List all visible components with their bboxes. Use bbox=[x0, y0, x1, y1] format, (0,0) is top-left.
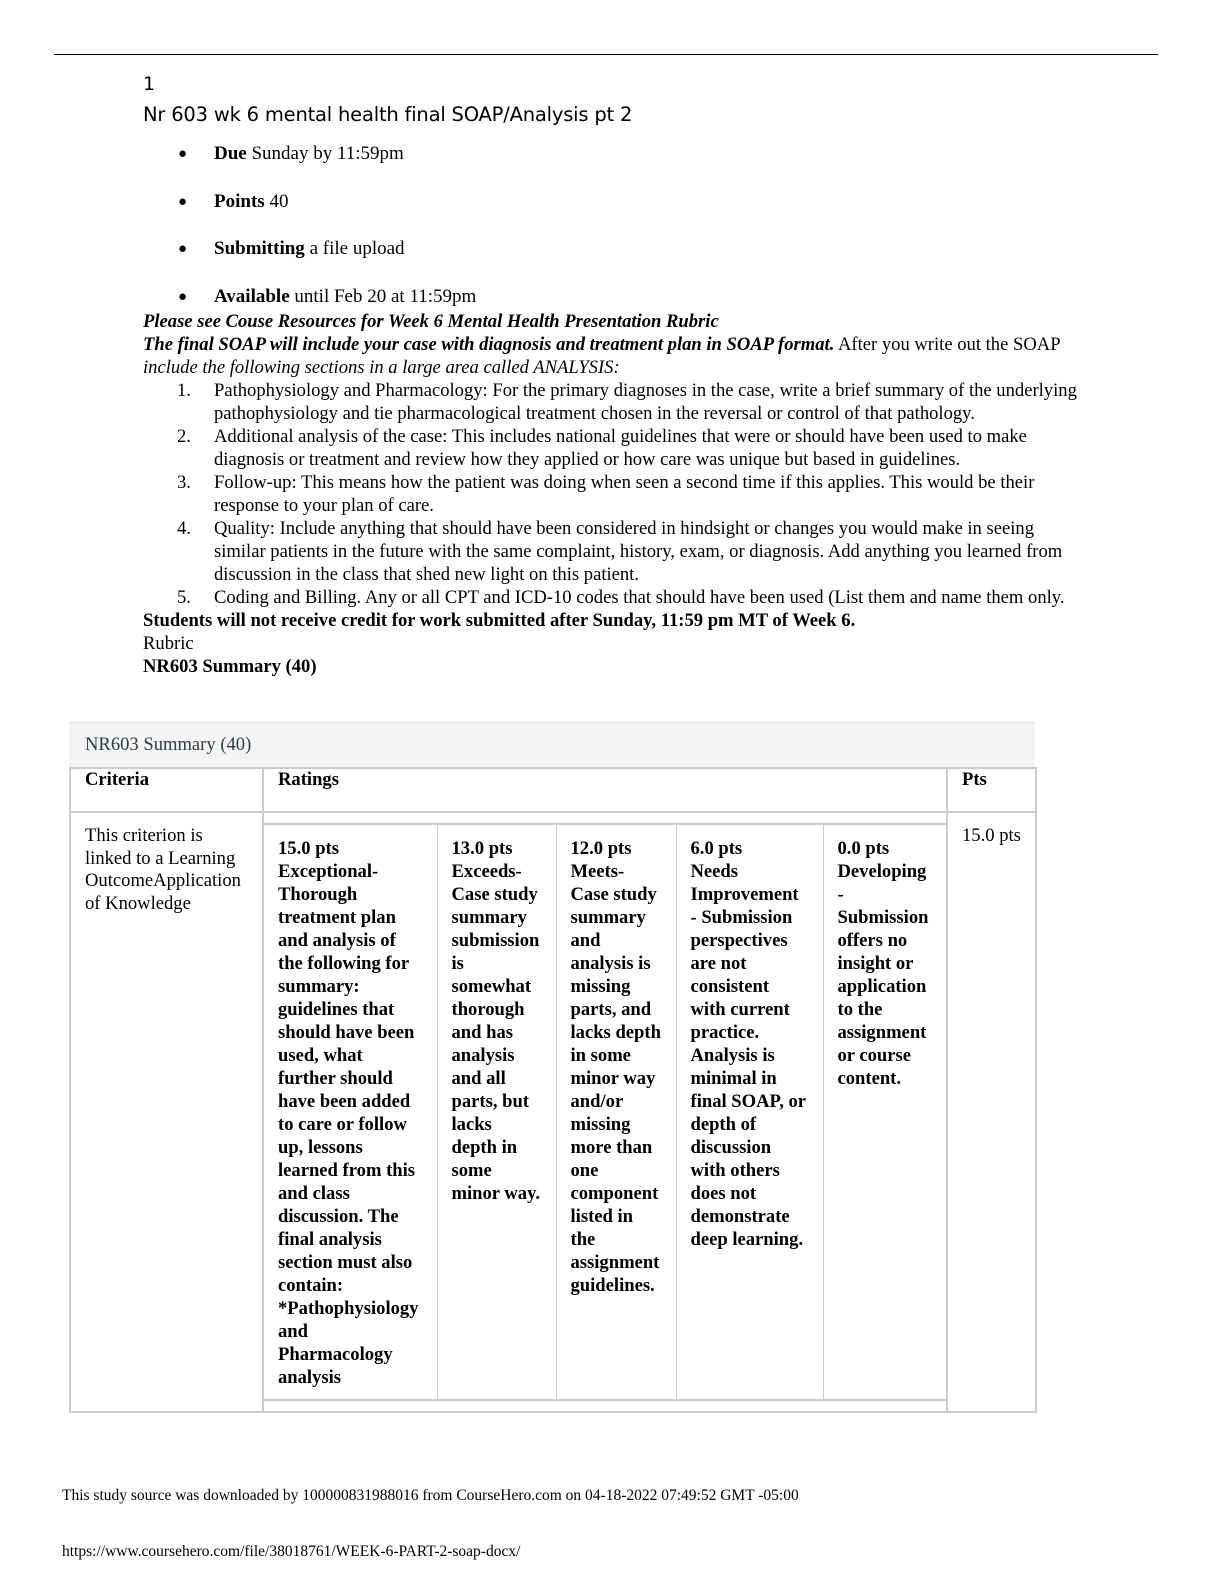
assignment-description bbox=[143, 310, 1083, 678]
list-text: Quality: Include anything that should have been considered in hindsight or changes you would make in seeing similar patients in the future with the same complaint, history, exam, or diagnosis. Add anything you learned from discussion in the class that shed new light on this patient. bbox=[214, 518, 1063, 585]
bullet-icon: ● bbox=[178, 193, 188, 210]
meta-item-submitting bbox=[143, 238, 476, 286]
bullet-icon: ● bbox=[178, 288, 188, 305]
meta-item-available bbox=[143, 286, 476, 310]
meta-label: Available bbox=[214, 285, 290, 307]
rating-description: Exceeds- Case study summary submission is somewhat thorough and has analysis and all parts, but lacks depth in some minor way. bbox=[451, 861, 541, 1204]
meta-value: until Feb 20 at 11:59pm bbox=[294, 285, 477, 307]
source-url: https://www.coursehero.com/file/38018761/WEEK-6-PART-2-soap-docx/ bbox=[62, 1543, 521, 1560]
list-item bbox=[143, 425, 1083, 471]
meta-item-due bbox=[143, 143, 476, 191]
analysis-list bbox=[143, 379, 1083, 609]
ratings-table bbox=[264, 823, 948, 1400]
rating-points: 6.0 pts bbox=[690, 838, 743, 859]
rubric-table bbox=[69, 767, 1037, 1413]
page-title: Nr 603 wk 6 mental health final SOAP/Analysis pt 2 bbox=[143, 103, 633, 126]
list-item bbox=[143, 517, 1083, 586]
assignment-meta-list bbox=[143, 143, 476, 310]
final-soap-bold: The final SOAP will include your case with diagnosis and treatment plan in SOAP format. bbox=[143, 334, 835, 355]
list-item bbox=[143, 471, 1083, 517]
list-text: Additional analysis of the case: This includes national guidelines that were or should have been used to make diagnosis or treatment and review how they applied or how care was unique but based in guidelines. bbox=[214, 426, 1027, 470]
late-notice: Students will not receive credit for work submitted after Sunday, 11:59 pm MT of Week 6. bbox=[143, 610, 856, 631]
table-row bbox=[70, 812, 1036, 1412]
rating-description: Meets- Case study summary and analysis is missing parts, and lacks depth in some minor way and/or missing more than one component listed in the assignment guidelines. bbox=[570, 861, 661, 1296]
list-number: 4. bbox=[177, 518, 191, 539]
meta-item-points bbox=[143, 191, 476, 239]
rating-description: Exceptional- Thorough treatment plan and analysis of the following for summary: guidelines that should have been used, what further should have been added to care or follow up, lessons learned from this and class discussion. The final analysis section must also contain: *Pathophysiology and Pharmacology analysis bbox=[278, 861, 419, 1388]
header-criteria: Criteria bbox=[70, 768, 263, 812]
ratings-bottom-strip bbox=[264, 1400, 946, 1411]
page-number: 1 bbox=[143, 73, 156, 95]
rating-description: Developing - Submission offers no insight or application to the assignment or course content. bbox=[837, 861, 929, 1089]
rating-description: Needs Improvement - Submission perspectives are not consistent with current practice. Analysis is minimal in final SOAP, or depth of discussion with others does not demonstrate deep learning. bbox=[690, 861, 806, 1250]
list-text: Pathophysiology and Pharmacology: For the primary diagnoses in the case, write a brief summary of the underlying pathophysiology and tie pharmacological treatment chosen in the reversal or control of that pathology. bbox=[214, 380, 1077, 424]
list-text: Coding and Billing. Any or all CPT and ICD-10 codes that should have been used (List them and name them only. bbox=[214, 587, 1065, 608]
rating-meets bbox=[556, 824, 676, 1400]
criterion-points: 15.0 pts bbox=[947, 812, 1036, 1412]
list-text: Follow-up: This means how the patient was doing when seen a second time if this applies. This would be their response to your plan of care. bbox=[214, 472, 1035, 516]
final-soap-rest: After you write out the SOAP bbox=[834, 334, 1060, 355]
header-rule bbox=[54, 54, 1158, 55]
rating-points: 13.0 pts bbox=[451, 838, 513, 859]
list-number: 3. bbox=[177, 472, 191, 493]
list-number: 1. bbox=[177, 380, 191, 401]
bullet-icon: ● bbox=[178, 146, 188, 162]
rubric-label: Rubric bbox=[143, 633, 194, 654]
list-item bbox=[143, 379, 1083, 425]
meta-label: Due bbox=[214, 143, 247, 164]
list-number: 5. bbox=[177, 587, 191, 608]
rating-exceeds bbox=[437, 824, 556, 1400]
ratings-cell bbox=[263, 812, 947, 1412]
rubric-heading: NR603 Summary (40) bbox=[143, 656, 317, 677]
source-footer: This study source was downloaded by 100000831988016 from CourseHero.com on 04-18-2022 07:49:52 GMT -05:00 bbox=[62, 1487, 799, 1504]
header-pts: Pts bbox=[947, 768, 1036, 812]
rating-exceptional bbox=[264, 824, 437, 1400]
meta-label: Points bbox=[214, 190, 265, 212]
meta-value: a file upload bbox=[309, 238, 405, 259]
rating-points: 15.0 pts bbox=[278, 838, 339, 859]
rating-points: 12.0 pts bbox=[570, 838, 632, 859]
list-number: 2. bbox=[177, 426, 191, 447]
criterion-description: This criterion is linked to a Learning OutcomeApplication of Knowledge bbox=[70, 812, 263, 1412]
meta-value: 40 bbox=[269, 190, 289, 212]
rating-needs-improvement bbox=[676, 824, 823, 1400]
rubric-caption: NR603 Summary (40) bbox=[69, 722, 1035, 767]
meta-label: Submitting bbox=[214, 238, 305, 259]
list-item bbox=[143, 586, 1083, 609]
final-soap-italic: include the following sections in a large area called ANALYSIS: bbox=[143, 357, 620, 378]
rating-developing bbox=[823, 824, 948, 1400]
resources-note: Please see Couse Resources for Week 6 Mental Health Presentation Rubric bbox=[143, 311, 719, 332]
rating-points: 0.0 pts bbox=[837, 838, 890, 859]
rubric bbox=[69, 722, 1035, 1413]
meta-value: Sunday by 11:59pm bbox=[251, 143, 404, 164]
bullet-icon: ● bbox=[178, 241, 188, 257]
final-soap-paragraph bbox=[143, 333, 1083, 379]
header-ratings: Ratings bbox=[263, 768, 947, 812]
